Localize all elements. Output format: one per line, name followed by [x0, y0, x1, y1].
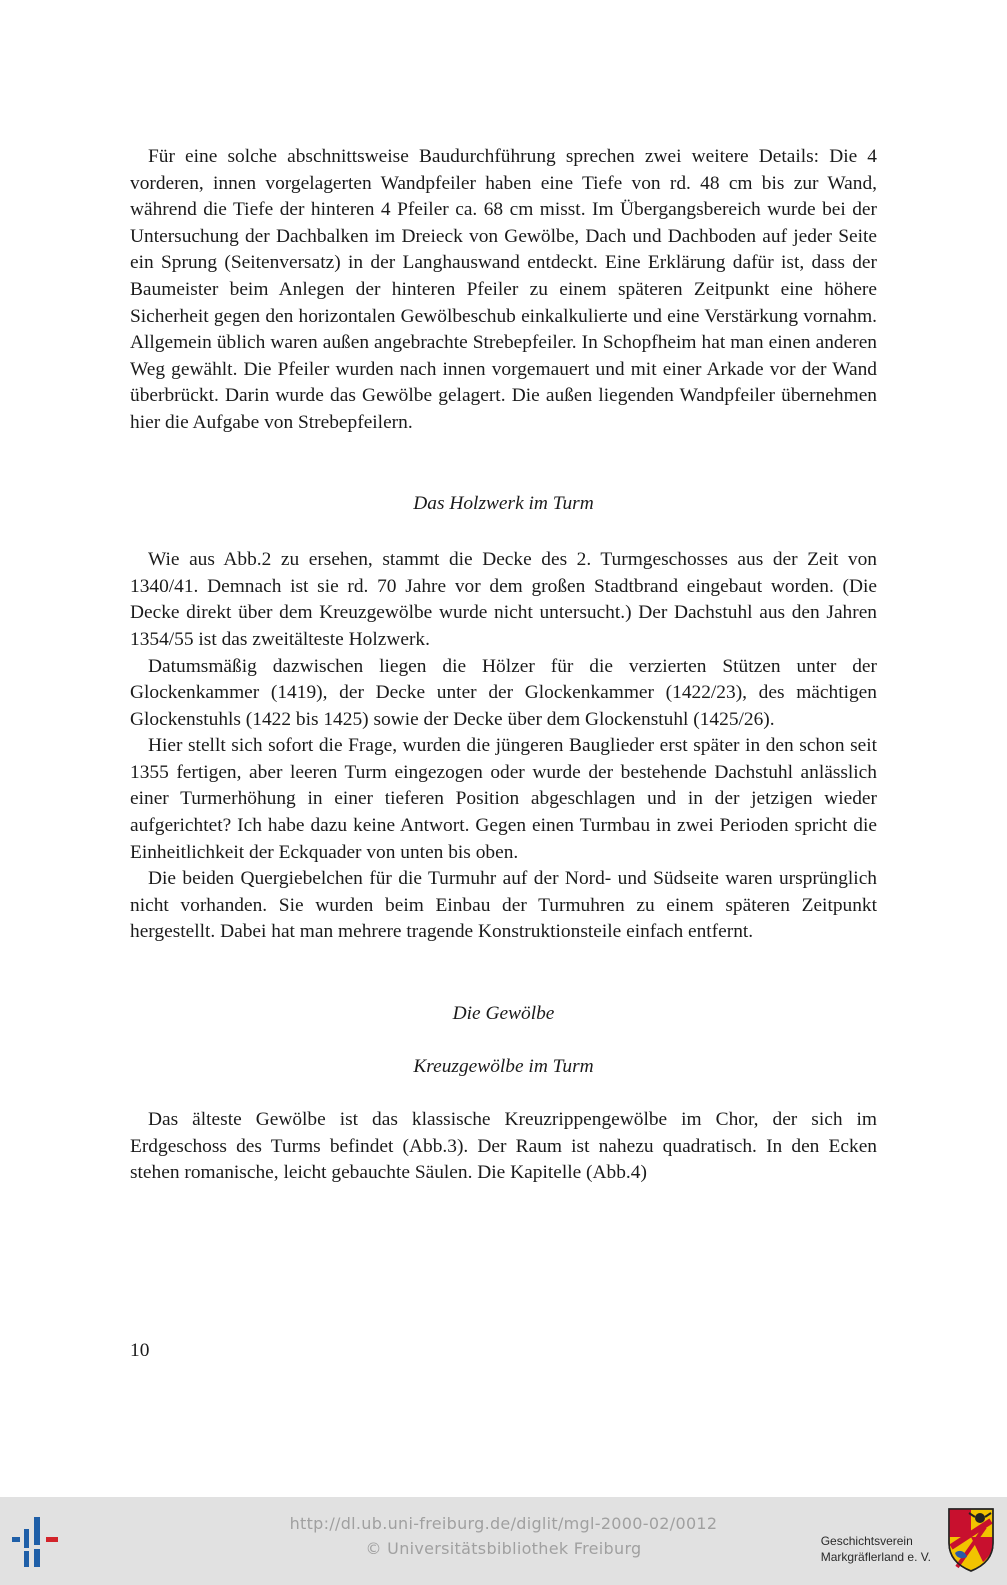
- paragraph: Für eine solche abschnittsweise Baudurchführung sprechen zwei weitere Details: Die 4 vorderen, innen vorgelagerten Wandpfeiler haben eine Tiefe von rd. 48 cm bis zur Wand, während die Tiefe der hinteren 4 Pfeiler ca. 68 cm misst. Im Übergangsbereich wurde bei der Untersuchung der Dachbalken im Dreieck von Gewölbe, Dach und Dachboden auf jeder Seite ein Sprung (Seitenversatz) in der Langhauswand entdeckt. Eine Erklärung dafür ist, dass der Baumeister beim Anlegen der hinteren Pfeiler zu einem späteren Zeitpunkt eine höhere Sicherheit gegen den horizontalen Gewölbeschub einkalkulierte und eine Verstärkung vornahm. Allgemein üblich waren außen angebrachte Strebepfeiler. In Schopfheim hat man einen anderen Weg gewählt. Die Pfeiler wurden nach innen vorgemauert und mit einer Arkade vor der Wand überbrückt. Darin wurde das Gewölbe gelagert. Die außen liegenden Wandpfeiler übernehmen hier die Aufgabe von Strebepfeilern.: [130, 146, 877, 433]
- paragraph: Datumsmäßig dazwischen liegen die Hölzer für die verzierten Stützen unter der Glockenkammer (1419), der Decke unter der Glockenkammer (1422/23), des mächtigen Glockenstuhls (1422 bis 1425) sowie der Decke über dem Glockenstuhl (1425/26).: [130, 655, 877, 730]
- paragraph: Die beiden Quergiebelchen für die Turmuhr auf der Nord- und Südseite waren ursprünglich nicht vorhanden. Sie wurden beim Einbau der Turmuhren zu einem späteren Zeitpunkt hergestellt. Dabei hat man mehrere tragende Konstruktionsteile einfach entfernt.: [130, 868, 877, 943]
- section-gewoelbe-text: [130, 1107, 877, 1187]
- coat-of-arms-icon[interactable]: [947, 1507, 995, 1573]
- page-number: 10: [130, 1340, 150, 1361]
- section-holzwerk-text: [130, 547, 877, 946]
- subsection-heading-kreuzgewoelbe: Kreuzgewölbe im Turm: [413, 1055, 594, 1077]
- paragraph: Wie aus Abb.2 zu ersehen, stammt die Decke des 2. Turmgeschosses aus der Zeit von 1340/41. Demnach ist sie rd. 70 Jahre vor dem großen Stadtbrand eingebaut worden. (Die Decke direkt über dem Kreuzgewölbe wurde nicht untersucht.) Der Dachstuhl aus den Jahren 1354/55 ist das zweitälteste Holzwerk.: [130, 549, 877, 650]
- society-name-line1: Geschichtsverein: [820, 1534, 913, 1548]
- footer-bar: [0, 1497, 1007, 1585]
- society-name-line2: Markgräflerland e. V.: [820, 1550, 931, 1564]
- page-content: [130, 144, 877, 1187]
- paragraph: Hier stellt sich sofort die Frage, wurden die jüngeren Bauglieder erst später in den schon seit 1355 fertigen, aber leeren Turm eingezogen oder wurde der bestehende Dachstuhl anlässlich einer Turmerhöhung in einer tieferen Position abgeschlagen und in der jetzigen wieder aufgerichtet? Ich habe dazu keine Antwort. Gegen einen Turmbau in zwei Perioden spricht die Einheitlichkeit der Eckquader von unten bis oben.: [130, 735, 877, 863]
- society-name: [821, 1533, 931, 1565]
- section-heading-gewoelbe: Die Gewölbe: [452, 1003, 555, 1025]
- paragraph: Das älteste Gewölbe ist das klassische Kreuzrippengewölbe im Chor, der sich im Erdgeschoss des Turms befindet (Abb.3). Der Raum ist nahezu quadratisch. In den Ecken stehen romanische, leicht gebauchte Säulen. Die Kapitelle (Abb.4): [130, 1109, 877, 1184]
- intro-text: [130, 144, 877, 437]
- source-url-link[interactable]: http://dl.ub.uni-freiburg.de/diglit/mgl-2000-02/0012: [289, 1514, 718, 1533]
- copyright-notice: © Universitätsbibliothek Freiburg: [365, 1539, 642, 1558]
- section-heading-holzwerk: Das Holzwerk im Turm: [413, 492, 594, 514]
